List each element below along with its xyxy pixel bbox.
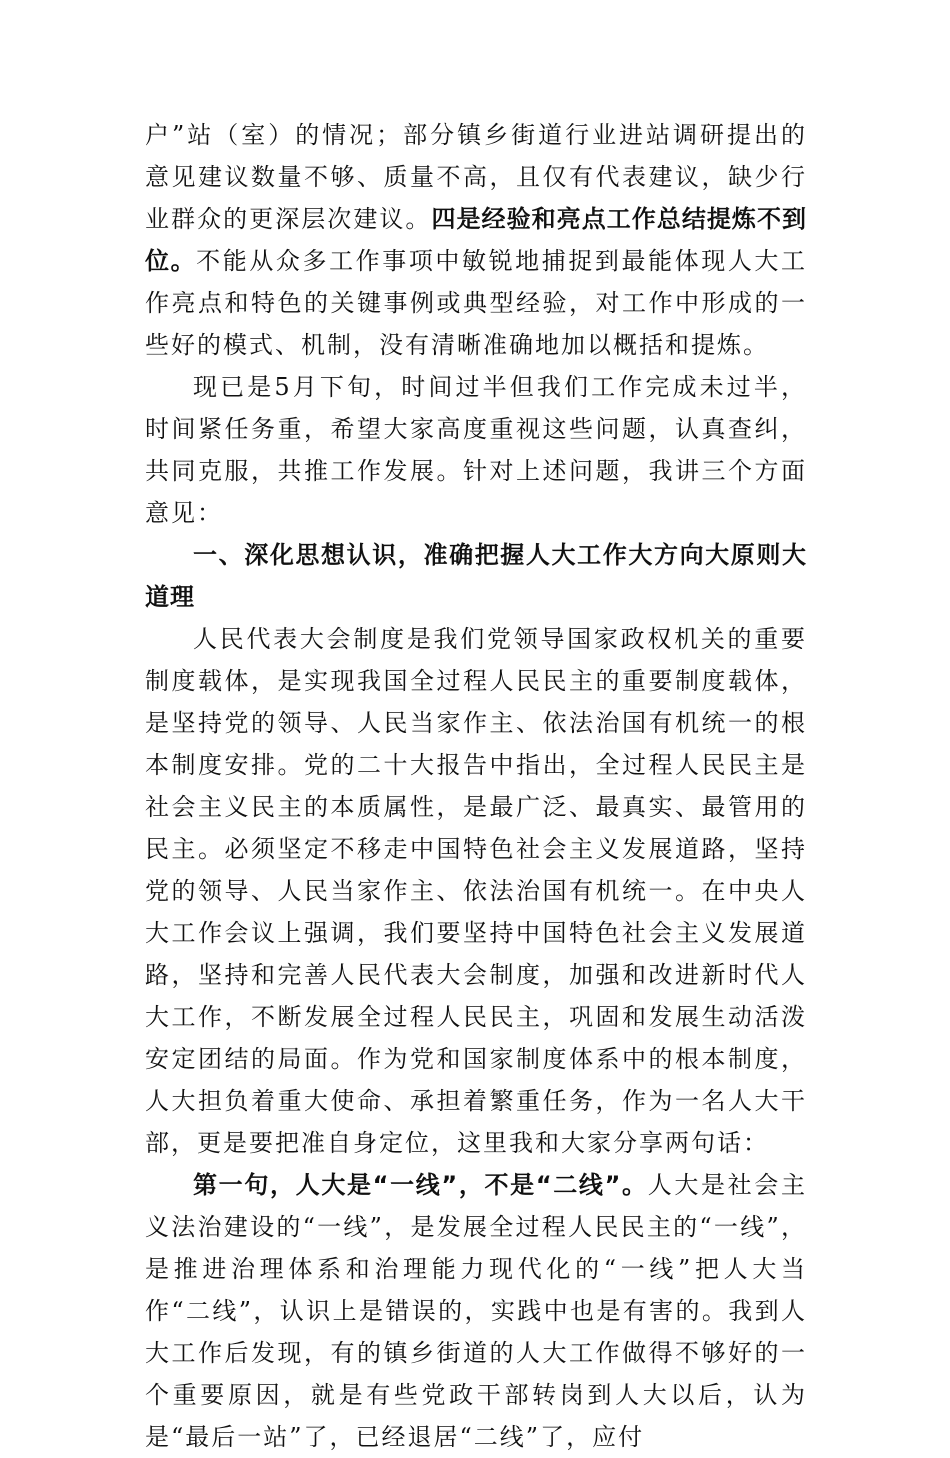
paragraph-system: 人民代表大会制度是我们党领导国家政权机关的重要制度载体，是实现我国全过程人民民主的重要制度载体，是坚持党的领导、人民当家作主、依法治国有机统一的根本制度安排。党的二十大报告中指出，全过程人民民主是社会主义民主的本质属性，是最广泛、最真实、最管用的民主。必须坚定不移走中国特色社会主义发展道路，坚持党的领导、人民当家作主、依法治国有机统一。在中央人大工作会议上强调，我们要坚持中国特色社会主义发展道路，坚持和完善人民代表大会制度，加强和改进新时代人大工作，不断发展全过程人民民主，巩固和发展生动活泼安定团结的局面。作为党和国家制度体系中的根本制度，人大担负着重大使命、承担着繁重任务，作为一名人大干部，更是要把准自身定位，这里我和大家分享两句话： [145, 625, 807, 1157]
paragraph-problems [145, 114, 807, 366]
paragraph-problems-tail: 不能从众多工作事项中敏锐地捕捉到最能体现人大工作亮点和特色的关键事例或典型经验，对工作中形成的一些好的模式、机制，没有清晰准确地加以概括和提炼。 [145, 247, 808, 359]
paragraph-first-sentence-bold: 第一句，人大是“一线”，不是“二线”。 [193, 1171, 648, 1199]
paragraph-problems-bold: 四是经验和亮点工作总结提炼不到位。 [145, 205, 808, 275]
paragraph-first-sentence-tail: 人大是社会主义法治建设的“一线”，是发展全过程人民民主的“一线”，是推进治理体系和治理能力现代化的“一线”把人大当作“二线”，认识上是错误的，实践中也是有害的。我到人大工作后发现，有的镇乡街道的人大工作做得不够好的一个重要原因，就是有些党政干部转岗到人大以后，认为是“最后一站”了，已经退居“二线”了，应付 [145, 1171, 808, 1451]
paragraph-timeline: 现已是5月下旬，时间过半但我们工作完成未过半，时间紧任务重，希望大家高度重视这些问题，认真查纠，共同克服，共推工作发展。针对上述问题，我讲三个方面意见： [145, 373, 807, 527]
section-heading-1: 一、深化思想认识，准确把握人大工作大方向大原则大道理 [145, 541, 807, 611]
document-body [145, 114, 807, 1458]
paragraph-problems-lead: 户”站（室）的情况；部分镇乡街道行业进站调研提出的意见建议数量不够、质量不高，且仅有代表建议，缺少行业群众的更深层次建议。 [145, 121, 807, 233]
paragraph-first-sentence [145, 1164, 807, 1458]
